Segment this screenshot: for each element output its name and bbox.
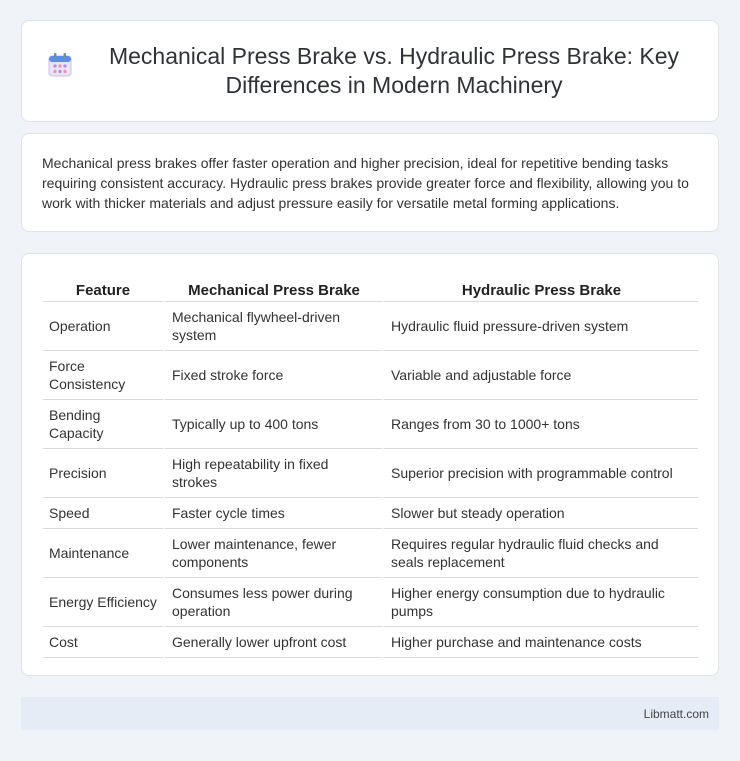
table-row [43,449,698,498]
table-header-row [43,275,698,302]
hydraulic-cell: Superior precision with programmable control [382,449,698,498]
column-header-feature: Feature [43,275,163,302]
hydraulic-cell: Slower but steady operation [382,498,698,529]
column-header-hydraulic: Hydraulic Press Brake [382,275,698,302]
column-header-mechanical: Mechanical Press Brake [163,275,382,302]
hydraulic-cell: Higher energy consumption due to hydraulic pumps [382,578,698,627]
table-row [43,400,698,449]
mechanical-cell: Fixed stroke force [163,351,382,400]
mechanical-cell: High repeatability in fixed strokes [163,449,382,498]
feature-cell: Speed [43,498,163,529]
intro-card [21,133,719,232]
hydraulic-cell: Hydraulic fluid pressure-driven system [382,302,698,351]
comparison-table-card [21,253,719,676]
mechanical-cell: Faster cycle times [163,498,382,529]
table-row [43,498,698,529]
table-row [43,627,698,658]
feature-cell: Bending Capacity [43,400,163,449]
hydraulic-cell: Requires regular hydraulic fluid checks and seals replacement [382,529,698,578]
mechanical-cell: Lower maintenance, fewer components [163,529,382,578]
page-title: Mechanical Press Brake vs. Hydraulic Press Brake: Key Differences in Modern Machinery [108,43,680,98]
hydraulic-cell: Higher purchase and maintenance costs [382,627,698,658]
feature-cell: Precision [43,449,163,498]
mechanical-cell: Mechanical flywheel-driven system [163,302,382,351]
table-row [43,529,698,578]
footer [21,697,719,730]
table-row [43,302,698,351]
feature-cell: Cost [43,627,163,658]
calendar-icon [46,51,74,79]
table-row [43,578,698,627]
feature-cell: Operation [43,302,163,351]
footer-brand-link[interactable]: Libmatt.com [643,706,709,721]
mechanical-cell: Generally lower upfront cost [163,627,382,658]
title-card [21,20,719,122]
title-wrap [46,42,694,100]
feature-cell: Maintenance [43,529,163,578]
feature-cell: Energy Efficiency [43,578,163,627]
mechanical-cell: Typically up to 400 tons [163,400,382,449]
hydraulic-cell: Variable and adjustable force [382,351,698,400]
feature-cell: Force Consistency [43,351,163,400]
hydraulic-cell: Ranges from 30 to 1000+ tons [382,400,698,449]
comparison-table [43,275,698,658]
intro-paragraph: Mechanical press brakes offer faster operation and higher precision, ideal for repetitive bending tasks requiring consistent accuracy. Hydraulic press brakes provide greater force and flexibility, allowing you to work with thicker materials and adjust pressure easily for versatile metal forming applications. [42,155,689,211]
mechanical-cell: Consumes less power during operation [163,578,382,627]
table-row [43,351,698,400]
